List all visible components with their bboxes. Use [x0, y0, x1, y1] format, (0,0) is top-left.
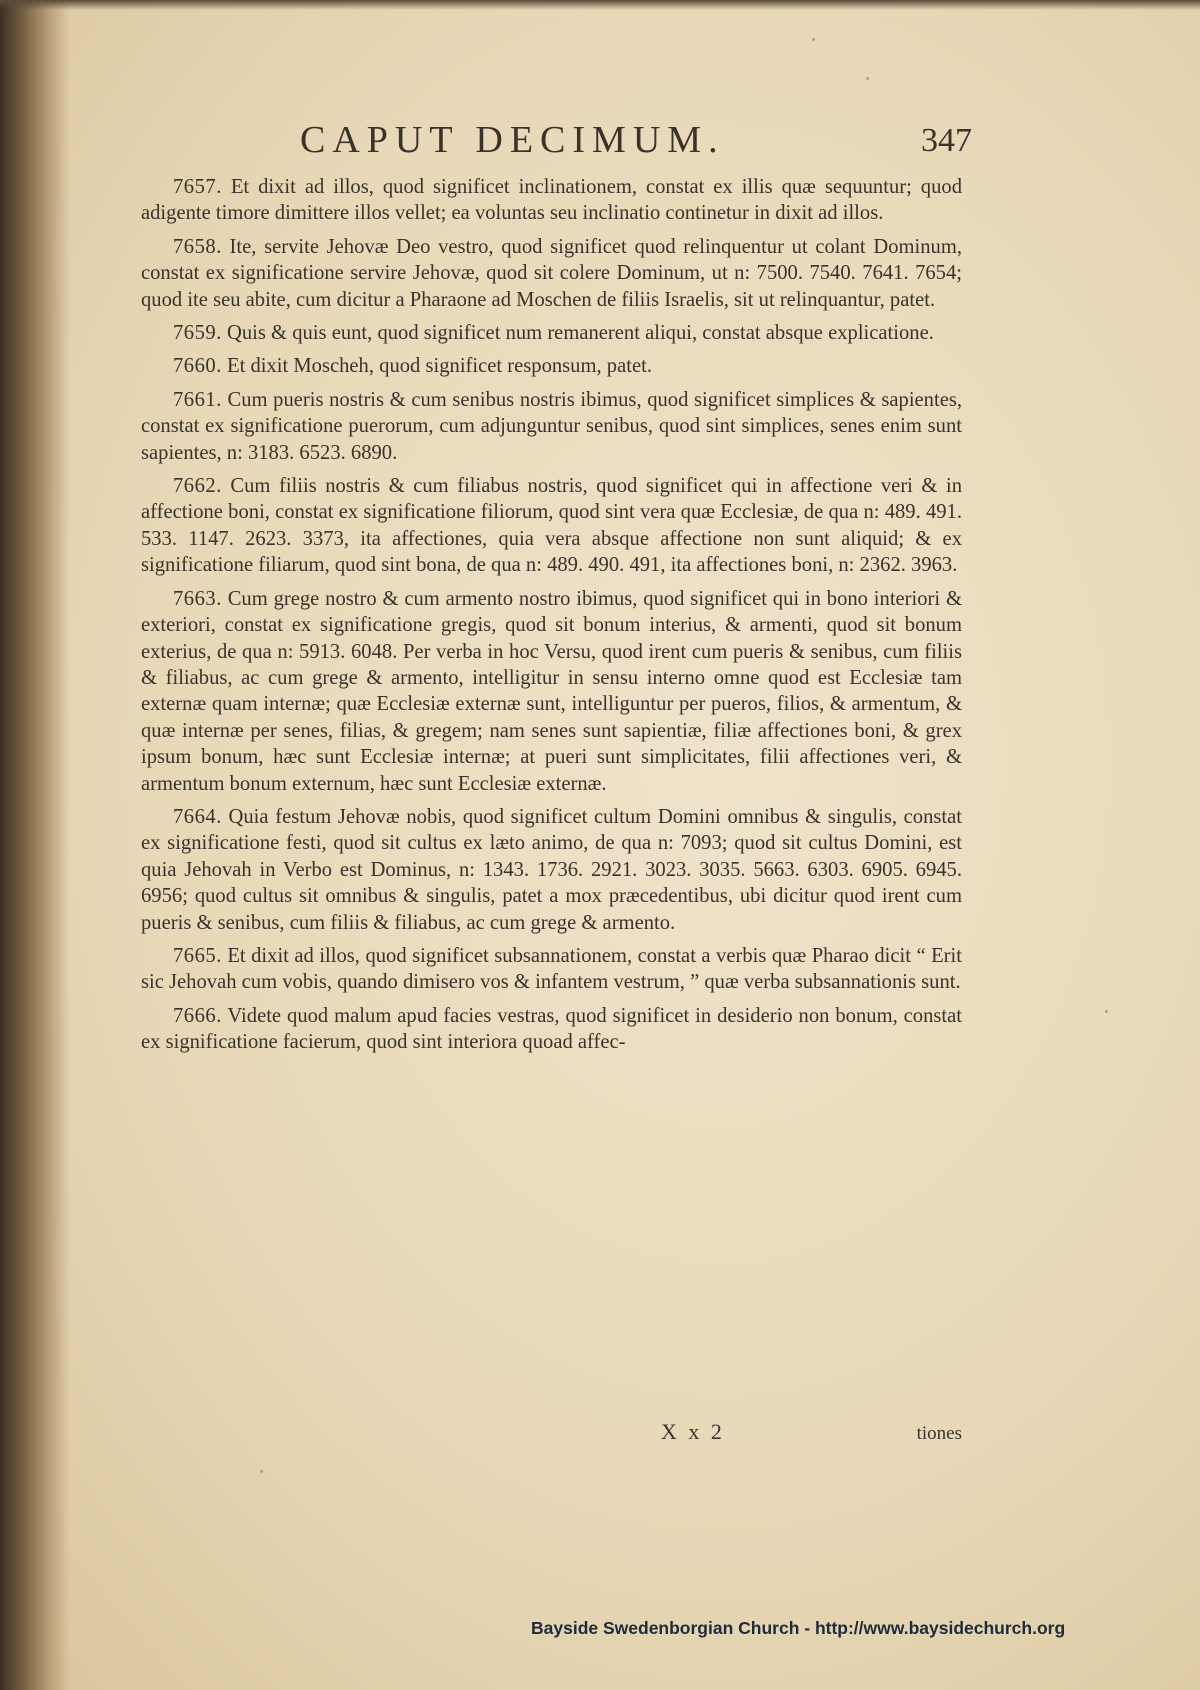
paragraph-number: 7661.: [173, 388, 222, 411]
paragraph-number: 7662.: [173, 475, 222, 498]
paragraph-text: Cum pueris nostris & cum senibus nostris ibimus, quod significet simplices & sapientes, constat ex significatione puerorum, cum adjunguntur senibus, quod sint simplices, senes enim sunt sapientes, n: 3183. 6523. 6890.: [141, 388, 962, 464]
paragraph-text: Et dixit ad illos, quod significet inclinationem, constat ex illis quæ sequuntur; quod adigente timore dimittere illos vellet; ea voluntas seu inclinatio continetur in dixit ad illos.: [141, 176, 962, 225]
paragraph-number: 7659.: [173, 322, 222, 345]
top-edge-shadow: [0, 0, 1200, 10]
paragraph-text: Quis & quis eunt, quod significet num remanerent aliqui, constat absque explicatione.: [227, 322, 934, 345]
paragraph-number: 7665.: [173, 944, 222, 967]
paper-speck: [1105, 1010, 1108, 1013]
catchword: tiones: [916, 1423, 962, 1444]
paragraph-7657: [141, 174, 962, 227]
paragraph-number: 7663.: [173, 587, 222, 610]
paragraph-7660: [141, 353, 962, 379]
paragraph-number: 7657.: [173, 176, 222, 198]
source-watermark: Bayside Swedenborgian Church - http://www.baysidechurch.org: [531, 1618, 1066, 1638]
paragraph-7661: [141, 387, 962, 466]
paragraph-text: Et dixit Moscheh, quod significet responsum, patet.: [227, 355, 652, 378]
paragraph-text: Videte quod malum apud facies vestras, quod significet in desiderio non bonum, constat ex significatione facierum, quod sint interiora quoad affec-: [141, 1004, 963, 1054]
page-footer: [141, 1419, 962, 1449]
paragraph-7662: [141, 473, 962, 579]
paragraph-number: 7664.: [173, 805, 222, 828]
paragraph-text: Ite, servite Jehovæ Deo vestro, quod significet quod relinquentur ut colant Dominum, constat ex significatione servire Jehovæ, quod sit colere Dominum, ut n: 7500. 7540. 7641. 7654; quod ite seu abite, cum dicitur a Pharaone ad Moschen de filiis Israelis, sit ut relinquantur, patet.: [141, 235, 962, 311]
paper-speck: [260, 1470, 263, 1473]
paragraph-text: Cum grege nostro & cum armento nostro ibimus, quod significet qui in bono interiori & exteriori, constat ex significatione gregis, quod sit bonum interius, & armenti, quod sit bonum exterius, de qua n: 5913. 6048. Per verba in hoc Versu, quod irent cum pueris & senibus, cum filiis & filiabus, ac cum grege & armento, intelligitur in sensu interno omne quod est Ecclesiæ tam externæ quam internæ; quæ Ecclesiæ externæ sunt, intelliguntur per pueros, filios, & armentum, & quæ internæ per senes, filias, & gregem; nam senes sunt sapientiæ, filiæ affectiones boni, & grex ipsum bonum, hæc sunt Ecclesiæ internæ; at pueri sunt simplicitates, filii affectiones veri, & armentum bonum externum, hæc sunt Ecclesiæ externæ.: [141, 587, 962, 795]
page-header: [300, 118, 980, 178]
paragraph-7658: [141, 234, 962, 313]
paragraph-number: 7658.: [173, 235, 222, 258]
page-number: 347: [921, 122, 972, 159]
paragraph-number: 7666.: [173, 1004, 222, 1027]
text-column: [141, 174, 962, 1063]
paragraph-7664: [141, 804, 962, 936]
paragraph-number: 7660.: [173, 355, 222, 378]
paragraph-7666: [141, 1003, 962, 1056]
signature-mark: X x 2: [661, 1419, 725, 1444]
paragraph-7659: [141, 320, 962, 346]
paragraph-text: Cum filiis nostris & cum filiabus nostris, quod significet qui in affectione veri & in affectione boni, constat ex significatione filiorum, quod sint vera quæ Ecclesiæ, de qua n: 489. 491. 533. 1147. 2623. 3373, ita affectiones, quia vera absque affectione non sunt aliquid; & ex significatione filiarum, quod sint bona, de qua n: 489. 490. 491, ita affectiones boni, n: 2362. 3963.: [141, 475, 962, 577]
paragraph-text: Quia festum Jehovæ nobis, quod significet cultum Domini omnibus & singulis, constat ex significatione festi, quod sit cultus ex læto animo, de qua n: 7093; quod sit cultus Domini, est quia Jehovah in Verbo est Dominus, n: 1343. 1736. 2921. 3023. 3035. 5663. 6303. 6905. 6945. 6956; quod cultus sit omnibus & singulis, patet a mox præcedentibus, ubi dicitur quod irent cum pueris & senibus, cum filiis & filiabus, ac cum grege & armento.: [141, 805, 962, 934]
paper-speck: [866, 77, 869, 80]
book-gutter-shadow: [0, 0, 70, 1690]
running-title: CAPUT DECIMUM.: [300, 119, 725, 161]
paragraph-7663: [141, 586, 962, 797]
paper-speck: [812, 38, 815, 41]
paragraph-7665: [141, 943, 962, 996]
paragraph-text: Et dixit ad illos, quod significet subsannationem, constat a verbis quæ Pharao dicit “ Erit sic Jehovah cum vobis, quando dimisero vos & infantem vestrum, ” quæ verba subsannationis sunt.: [141, 944, 962, 994]
